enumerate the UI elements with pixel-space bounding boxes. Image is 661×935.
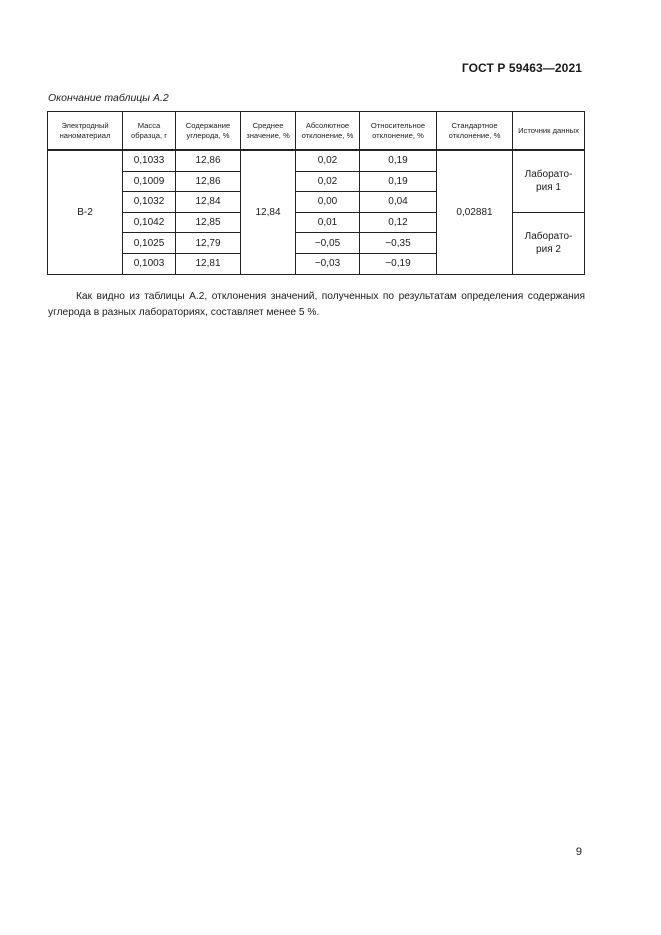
table-row [48, 150, 585, 171]
column-header-std-dev: Стандартное отклонение, % [437, 112, 513, 151]
table-body [48, 150, 585, 274]
column-header-rel-dev: Относительное отклонение, % [360, 112, 437, 151]
mass-cell: 0,1009 [123, 171, 176, 192]
carbon-cell: 12,84 [176, 192, 241, 213]
abs-dev-cell: 0,01 [296, 212, 360, 233]
document-code: ГОСТ Р 59463—2021 [461, 61, 582, 75]
mass-cell: 0,1032 [123, 192, 176, 213]
column-header-carbon: Содержание углерода, % [176, 112, 241, 151]
rel-dev-cell: 0,19 [360, 150, 437, 171]
column-header-abs-dev: Абсолютное отклонение, % [296, 112, 360, 151]
carbon-cell: 12,81 [176, 253, 241, 274]
mass-cell: 0,1003 [123, 253, 176, 274]
abs-dev-cell: 0,00 [296, 192, 360, 213]
table-header [48, 112, 585, 151]
abs-dev-cell: −0,05 [296, 233, 360, 254]
material-cell: В-2 [48, 150, 123, 274]
column-header-mean: Среднее значение, % [241, 112, 296, 151]
abs-dev-cell: 0,02 [296, 171, 360, 192]
source-label-line: Лаборато- [524, 231, 573, 243]
rel-dev-cell: 0,12 [360, 212, 437, 233]
source-label-line: рия 2 [536, 244, 561, 256]
std-dev-cell: 0,02881 [437, 150, 513, 274]
abs-dev-cell: −0,03 [296, 253, 360, 274]
carbon-cell: 12,79 [176, 233, 241, 254]
mass-cell: 0,1042 [123, 212, 176, 233]
data-table [47, 111, 585, 275]
carbon-cell: 12,86 [176, 171, 241, 192]
carbon-cell: 12,86 [176, 150, 241, 171]
rel-dev-cell: 0,19 [360, 171, 437, 192]
conclusion-paragraph: Как видно из таблицы А.2, отклонения значений, полученных по результатам определения содержания углерода в разных лабораториях, составляет менее 5 %. [48, 291, 585, 318]
abs-dev-cell: 0,02 [296, 150, 360, 171]
source-label-line: Лаборато- [524, 169, 573, 181]
column-header-mass: Масса образца, г [123, 112, 176, 151]
source-cell-lab-1 [513, 150, 585, 212]
table-caption: Окончание таблицы А.2 [48, 92, 169, 104]
rel-dev-cell: −0,35 [360, 233, 437, 254]
mass-cell: 0,1025 [123, 233, 176, 254]
rel-dev-cell: 0,04 [360, 192, 437, 213]
mass-cell: 0,1033 [123, 150, 176, 171]
column-header-material: Электродный наноматериал [48, 112, 123, 151]
page-number: 9 [575, 846, 582, 858]
carbon-cell: 12,85 [176, 212, 241, 233]
column-header-source: Источник данных [513, 112, 585, 151]
source-label-line: рия 1 [536, 182, 561, 194]
source-cell-lab-2 [513, 212, 585, 274]
mean-cell: 12,84 [241, 150, 296, 274]
rel-dev-cell: −0,19 [360, 253, 437, 274]
